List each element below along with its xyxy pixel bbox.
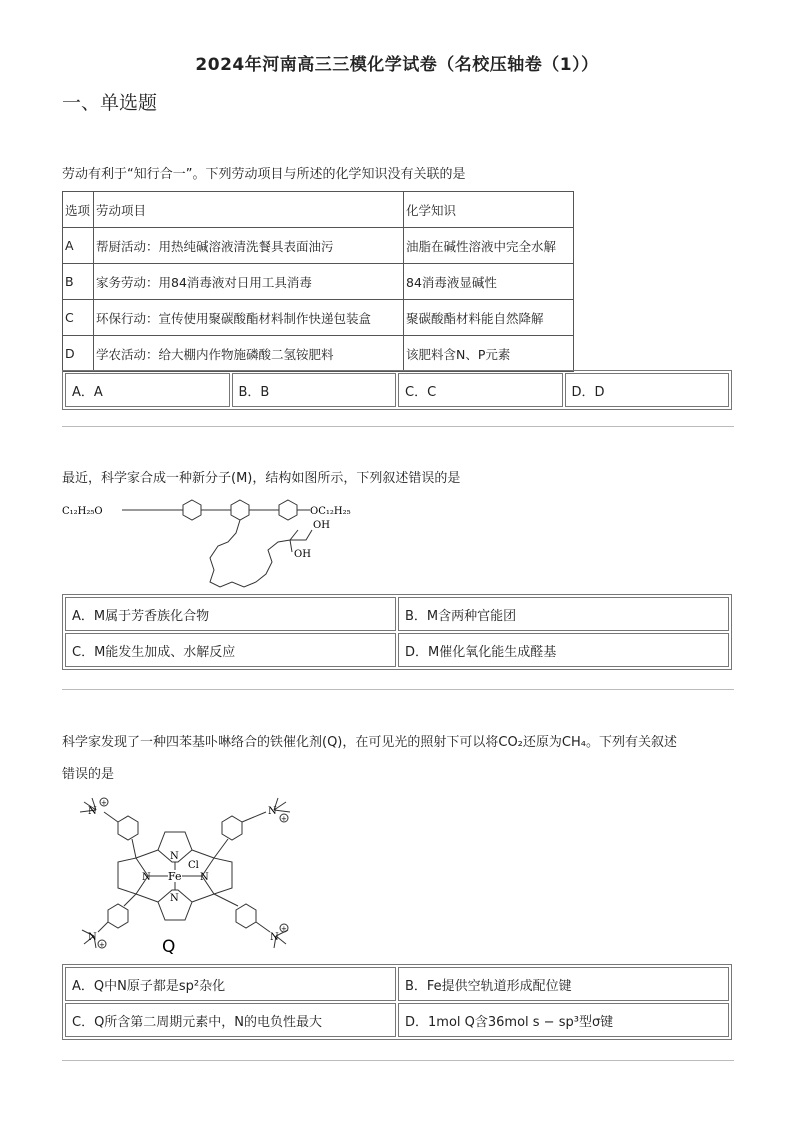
n-label-tr: N	[268, 806, 277, 817]
option-d[interactable]: D．D	[565, 373, 730, 407]
n-label-bottom: N	[170, 893, 179, 904]
charge-bl: +	[99, 941, 105, 949]
cl-label: Cl	[188, 860, 199, 871]
table-cell: 帮厨活动：用热纯碱溶液清洗餐具表面油污	[94, 228, 404, 264]
question-3-options	[62, 964, 732, 1040]
table-cell: C	[63, 300, 94, 336]
option-b[interactable]: B．Fe提供空轨道形成配位键	[398, 967, 729, 1001]
option-c[interactable]: C．Q所含第二周期元素中，N的电负性最大	[65, 1003, 396, 1037]
table-row	[63, 336, 574, 372]
option-a[interactable]: A．A	[65, 373, 230, 407]
molecule-label-oh1: OH	[313, 520, 330, 531]
fe-label: Fe	[168, 870, 182, 883]
option-a[interactable]: A．Q中N原子都是sp²杂化	[65, 967, 396, 1001]
question-1-options	[62, 370, 732, 410]
option-d[interactable]: D．M催化氧化能生成醛基	[398, 633, 729, 667]
question-1-stem: 劳动有利于“知行合一”。下列劳动项目与所述的化学知识没有关联的是	[62, 167, 466, 182]
table-row	[63, 228, 574, 264]
option-a[interactable]: A．M属于芳香族化合物	[65, 597, 396, 631]
molecule-label-right: OC₁₂H₂₅	[310, 506, 351, 517]
divider	[62, 1060, 734, 1061]
charge-tl: +	[101, 799, 107, 807]
document-title: 2024年河南高三三模化学试卷（名校压轴卷（1））	[195, 55, 599, 75]
option-c[interactable]: C．C	[398, 373, 563, 407]
n-label-right: N	[200, 872, 209, 883]
header-cell-option: 选项	[63, 192, 94, 228]
charge-br: +	[281, 925, 287, 933]
table-cell: B	[63, 264, 94, 300]
option-b[interactable]: B．B	[232, 373, 397, 407]
header-cell-knowledge: 化学知识	[404, 192, 574, 228]
table-row	[63, 300, 574, 336]
n-label-bl: N	[88, 932, 97, 943]
table-cell: 84消毒液显碱性	[404, 264, 574, 300]
structure-caption: Q	[162, 937, 176, 957]
table-cell: 聚碳酸酯材料能自然降解	[404, 300, 574, 336]
question-2-options	[62, 594, 732, 670]
table-row	[63, 264, 574, 300]
option-c[interactable]: C．M能发生加成、水解反应	[65, 633, 396, 667]
section-heading: 一、单选题	[62, 92, 158, 114]
table-cell: 学农活动：给大棚内作物施磷酸二氢铵肥料	[94, 336, 404, 372]
n-label-tl: N	[88, 806, 97, 817]
table-cell: 油脂在碱性溶液中完全水解	[404, 228, 574, 264]
molecule-m-structure	[60, 490, 351, 596]
question-3-stem-line-1: 科学家发现了一种四苯基卟啉络合的铁催化剂(Q)，在可见光的照射下可以将CO₂还原为CH₄。下列有关叙述	[62, 735, 677, 750]
table-cell: 家务劳动：用84消毒液对日用工具消毒	[94, 264, 404, 300]
divider	[62, 426, 734, 427]
molecule-label-left: C₁₂H₂₅O	[62, 506, 103, 517]
molecule-label-oh2: OH	[294, 549, 311, 560]
question-1-table	[62, 191, 574, 372]
n-label-left: N	[142, 872, 151, 883]
option-b[interactable]: B．M含两种官能团	[398, 597, 729, 631]
table-cell: 该肥料含N、P元素	[404, 336, 574, 372]
n-label-top: N	[170, 851, 179, 862]
table-header-row	[63, 192, 574, 228]
n-label-br: N	[270, 932, 279, 943]
option-d[interactable]: D．1mol Q含36mol s − sp³型σ键	[398, 1003, 729, 1037]
table-cell: A	[63, 228, 94, 264]
charge-tr: +	[281, 815, 287, 823]
question-2-stem: 最近，科学家合成一种新分子(M)，结构如图所示，下列叙述错误的是	[62, 471, 461, 486]
table-cell: D	[63, 336, 94, 372]
catalyst-q-structure	[70, 790, 310, 960]
question-3-stem-line-2: 错误的是	[62, 767, 115, 782]
table-cell: 环保行动：宣传使用聚碳酸酯材料制作快递包装盒	[94, 300, 404, 336]
divider	[62, 689, 734, 690]
header-cell-project: 劳动项目	[94, 192, 404, 228]
